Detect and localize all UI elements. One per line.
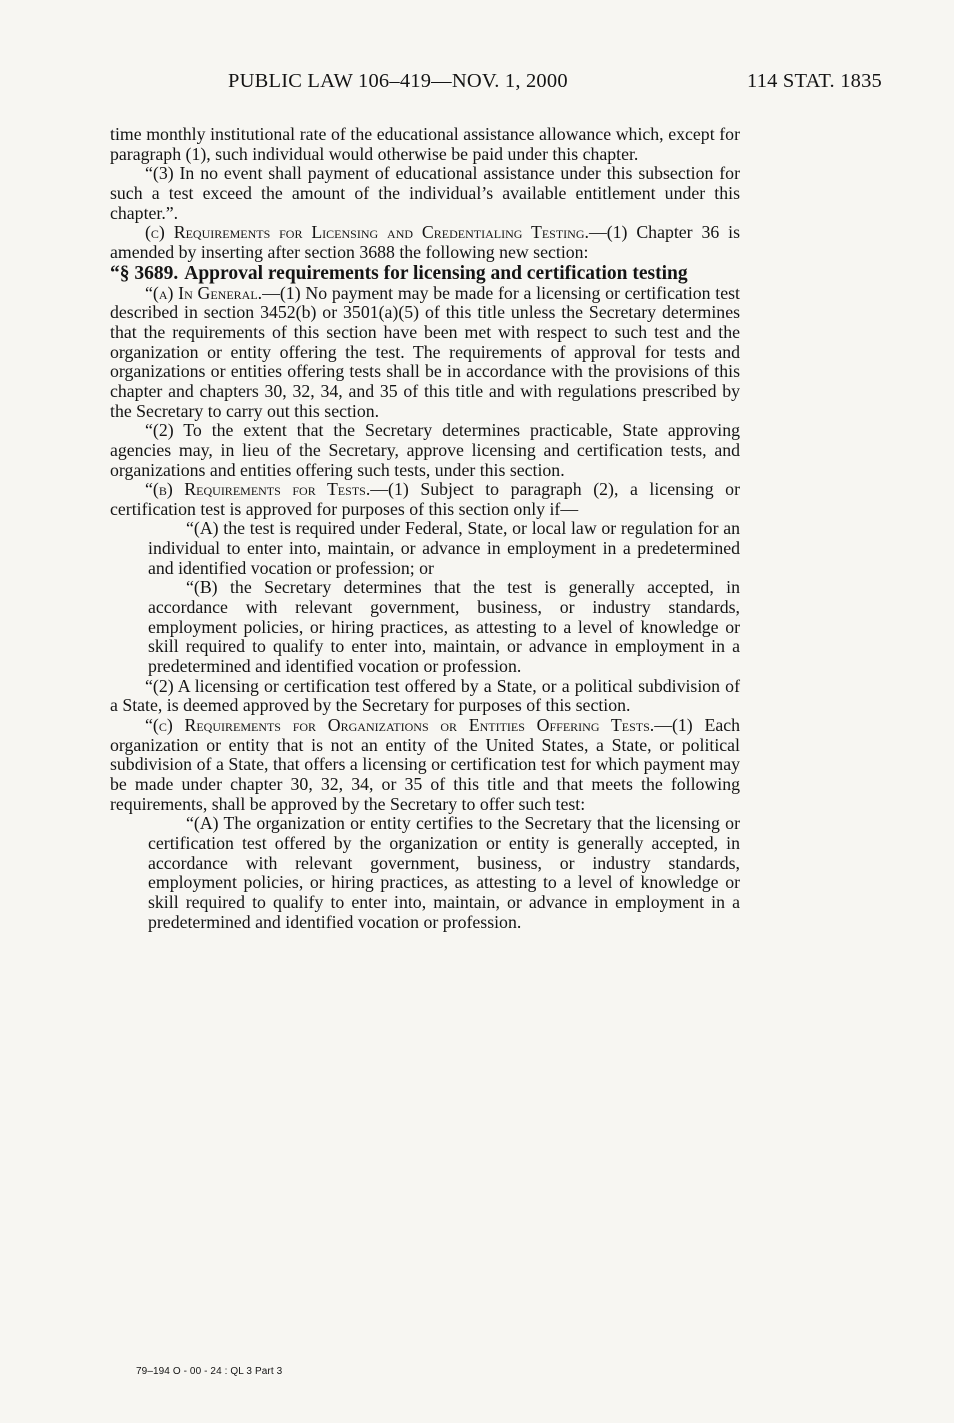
subsection-c	[110, 223, 740, 262]
running-header	[110, 70, 882, 100]
subparagraph-c-a: “(A) The organization or entity certifies to the Secretary that the licensing or certification test offered by the organization or entity is generally accepted, in accordance with relevant government, business, or industry standards, employment policies, or hiring practices, as attesting to a level of knowledge or skill required to qualify to enter into, maintain, or advance in employment in a predetermined and identified vocation or profession.	[148, 813, 740, 932]
section-number: “§ 3689.	[110, 262, 179, 284]
paragraph-continuation: time monthly institutional rate of the educational assistance allowance which, except for paragraph (1), such individual would otherwise be paid under this chapter.	[110, 124, 740, 164]
header-title: PUBLIC LAW 106–419—NOV. 1, 2000	[228, 70, 568, 92]
subparagraph-b-b: “(B) the Secretary determines that the test is generally accepted, in accordance with relevant government, business, or industry standards, employment policies, or hiring practices, as attesting to a level of knowledge or skill required to qualify to enter into, maintain, or advance in employment in a predetermined and identified vocation or profession.	[148, 577, 740, 677]
subsection-c-heading: (c) Requirements for Licensing and Credentialing Testing.	[145, 222, 589, 243]
subsection-c-offering-heading: “(c) Requirements for Organizations or Entities Offering Tests.	[145, 715, 655, 736]
subsection-b-heading: “(b) Requirements for Tests.	[145, 479, 371, 500]
subsection-c-offering-text: —(1) Each organization or entity that is not an entity of the United States, a State, or political subdivision of a State, that offers a licensing or certification test for which payment may be made under chapter 30, 32, 34, or 35 of this title and that meets the following requirements, shall be approved by the Secretary to offer such test:	[110, 715, 740, 814]
subsection-b	[110, 480, 740, 519]
subsection-a	[110, 284, 740, 422]
section-title: Approval requirements for licensing and certification testing	[184, 262, 688, 284]
subsection-b-text: —(1) Subject to paragraph (2), a licensing or certification test is approved for purposes of this section only if—	[110, 479, 740, 519]
paragraph-3: “(3) In no event shall payment of educational assistance under this subsection for such a test exceed the amount of the individual’s available entitlement under this chapter.”.	[110, 163, 740, 223]
subsection-c-offering	[110, 716, 740, 814]
subsection-b-paragraph-2: “(2) A licensing or certification test offered by a State, or a political subdivision of a State, is deemed approved by the Secretary for purposes of this section.	[110, 675, 740, 716]
header-stat-reference: 114 STAT. 1835	[747, 70, 882, 92]
subsection-a-heading: “(a) In General.	[145, 282, 263, 303]
subparagraph-b-a: “(A) the test is required under Federal, State, or local law or regulation for an individual to enter into, maintain, or advance in employment in a predetermined and identified vocation or profession; or	[148, 518, 740, 578]
print-code: 79–194 O - 00 - 24 : QL 3 Part 3	[136, 1366, 283, 1377]
body-text	[110, 125, 740, 932]
subsection-a-paragraph-2: “(2) To the extent that the Secretary determines practicable, State approving agencies may, in lieu of the Secretary, approve licensing and certification tests, and organizations and entities offering such tests, under this section.	[110, 420, 740, 480]
subsection-c-text: —(1) Chapter 36 is amended by inserting after section 3688 the following new section:	[110, 222, 740, 262]
subsection-a-text: —(1) No payment may be made for a licensing or certification test described in section 3452(b) or 3501(a)(5) of this title unless the Secretary determines that the requirements of this section have been met with respect to such test and the organization or entity offering the test. The requirements of approval for tests and organizations or entities offering tests shall be in accordance with the provisions of this chapter and chapters 30, 32, 34, and 35 of this title and with regulations prescribed by the Secretary to carry out this section.	[110, 282, 740, 421]
section-caption	[110, 263, 740, 284]
